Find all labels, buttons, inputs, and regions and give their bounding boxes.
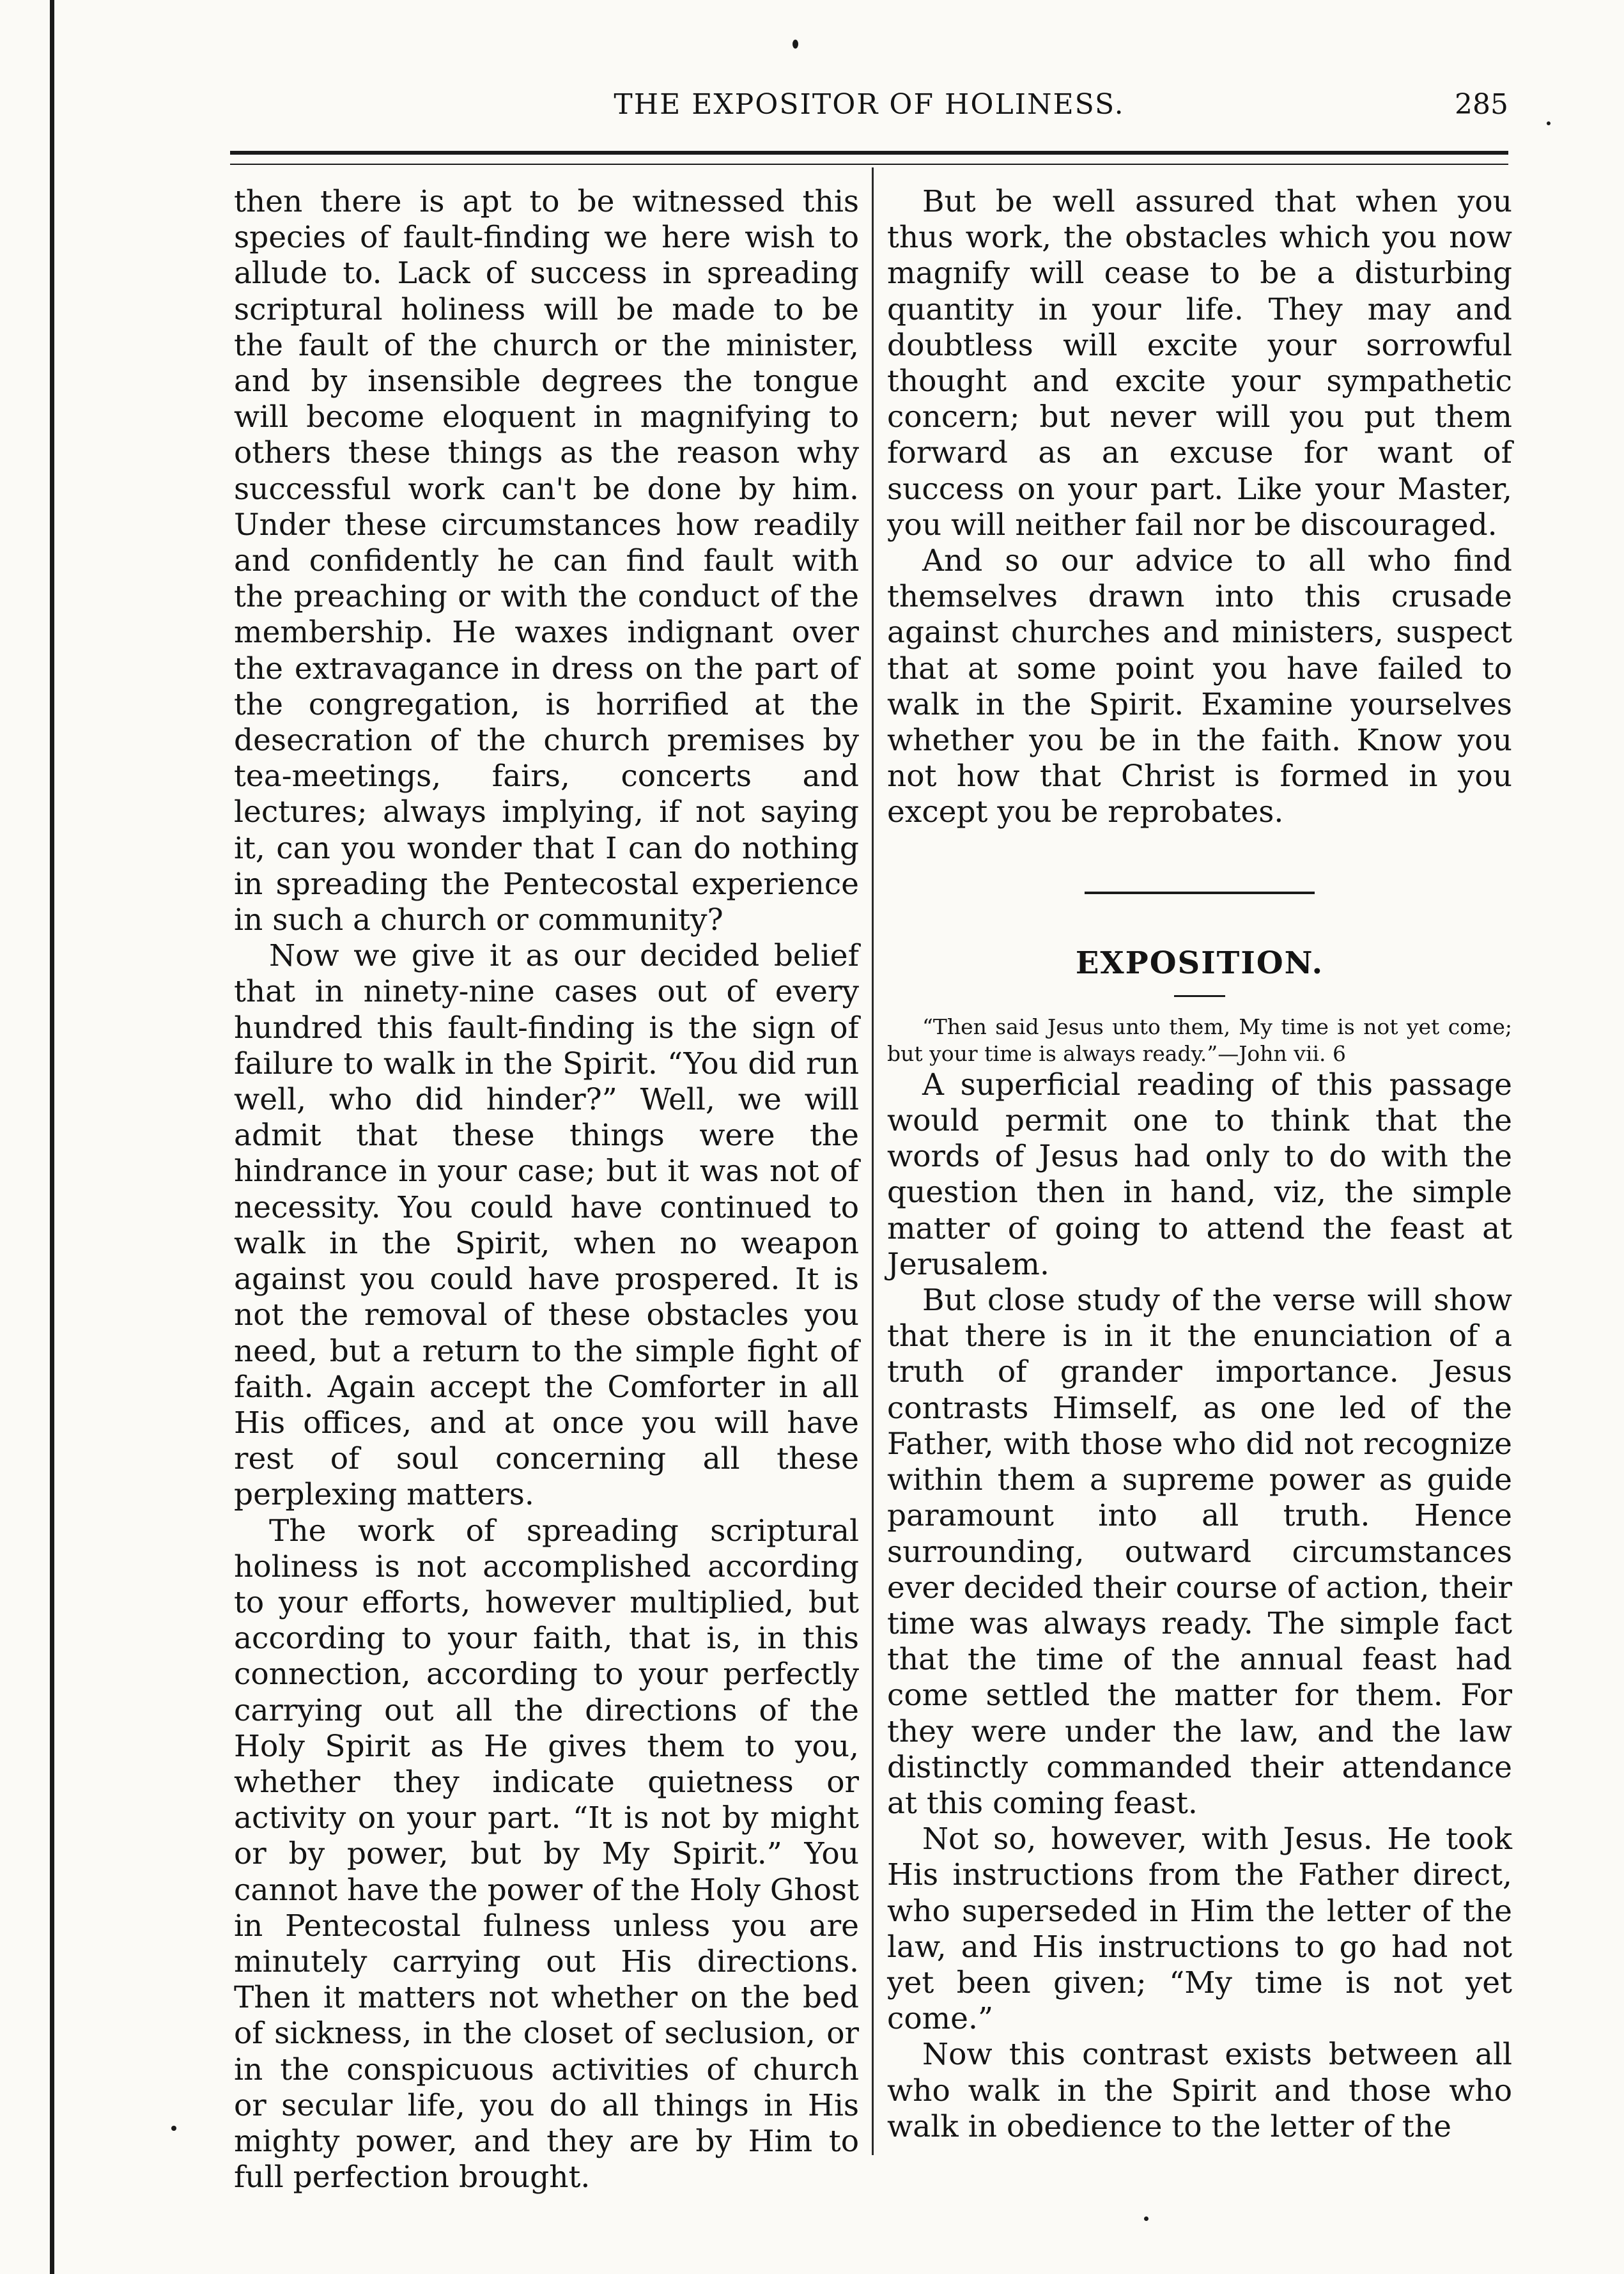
right-column bbox=[887, 184, 1512, 2145]
paragraph: A superficial reading of this passage would permit one to think that the words of Jesus had only to do with the question then in hand, viz, the simple matter of going to attend the feast at Jerusalem. bbox=[887, 1067, 1512, 1282]
section-title: EXPOSITION. bbox=[1075, 945, 1324, 981]
page-number: 285 bbox=[1455, 88, 1508, 121]
ink-speck bbox=[793, 40, 798, 49]
paragraph: But close study of the verse will show that there is in it the enunciation of a truth of grander importance. Jesus contrasts Himself, as one led of the Father, with those who did not recognize within them a supreme power as guide paramount into all truth. Hence surrounding, outward circumstances ever decided their course of action, their time was always ready. The simple fact that the time of the annual feast had come settled the matter for them. For they were under the law, and the law distinctly commanded their attendance at this coming feast. bbox=[887, 1283, 1512, 1821]
epigraph: “Then said Jesus unto them, My time is not yet come; but your time is always ready.”—John vii. 6 bbox=[887, 1014, 1512, 1066]
ink-speck bbox=[1144, 2216, 1148, 2221]
paragraph: Now this contrast exists between all who walk in the Spirit and those who walk in obedience to the letter of the bbox=[887, 2037, 1512, 2144]
paragraph: Not so, however, with Jesus. He took His instructions from the Father direct, who superseded in Him the letter of the law, and His instructions to go had not yet been given; “My time is not yet come.” bbox=[887, 1822, 1512, 2037]
paragraph: And so our advice to all who find themselves drawn into this crusade against churches and ministers, suspect that at some point you have failed to walk in the Spirit. Examine yourselves whether you be in the faith. Know you not how that Christ is formed in you except you be reprobates. bbox=[887, 543, 1512, 830]
column-divider bbox=[872, 167, 874, 2155]
paragraph: then there is apt to be witnessed this species of fault-finding we here wish to allude to. Lack of success in spreading scriptural holiness will be made to be the fault of the church or the minister, and by insensible degrees the tongue will become eloquent in magnifying to others these things as the reason why successful work can't be done by him. Under these circumstances how readily and confidently he can find fault with the preaching or with the conduct of the membership. He waxes indignant over the extravagance in dress on the part of the congregation, is horrified at the desecration of the church premises by tea-meetings, fairs, concerts and lectures; always implying, if not saying it, can you wonder that I can do nothing in spreading the Pentecostal experience in such a church or community? bbox=[234, 184, 859, 938]
paragraph: But be well assured that when you thus work, the obstacles which you now magnify will cease to be a disturbing quantity in your life. They may and doubtless will excite your sorrowful thought and excite your sympathetic concern; but never will you put them forward as an excuse for want of success on your part. Like your Master, you will neither fail nor be discouraged. bbox=[887, 184, 1512, 543]
running-title: THE EXPOSITOR OF HOLINESS. bbox=[614, 88, 1125, 121]
short-rule bbox=[1174, 995, 1225, 997]
paragraph: Now we give it as our decided belief that in ninety-nine cases out of every hundred this fault-finding is the sign of failure to walk in the Spirit. “You did run well, who did hinder?” Well, we will admit that these things were the hindrance in your case; but it was not of necessity. You could have continued to walk in the Spirit, when no weapon against you could have prospered. It is not the removal of these obstacles you need, but a return to the simple fight of faith. Again accept the Comforter in all His offices, and at once you will have rest of soul concerning all these perplexing matters. bbox=[234, 938, 859, 1513]
margin-mark bbox=[171, 2126, 176, 2131]
left-column bbox=[234, 184, 859, 2195]
paragraph: The work of spreading scriptural holiness is not accomplished according to your efforts, however multiplied, but according to your faith, that is, in this connection, according to your perfectly carrying out all the directions of the Holy Spirit as He gives them to you, whether they indicate quietness or activity on your part. “It is not by might or by power, but by My Spirit.” You cannot have the power of the Holy Ghost in Pentecostal fulness unless you are minutely carrying out His directions. Then it matters not whether on the bed of sickness, in the closet of seclusion, or in the conspicuous activities of church or secular life, you do all things in His mighty power, and they are by Him to full perfection brought. bbox=[234, 1513, 859, 2195]
header-rule-thin bbox=[230, 164, 1508, 165]
page-header bbox=[230, 88, 1508, 139]
ink-speck bbox=[1547, 121, 1551, 125]
scan-edge-shadow bbox=[50, 0, 54, 2274]
section-divider bbox=[1085, 892, 1315, 894]
header-rule-thick bbox=[230, 151, 1508, 155]
